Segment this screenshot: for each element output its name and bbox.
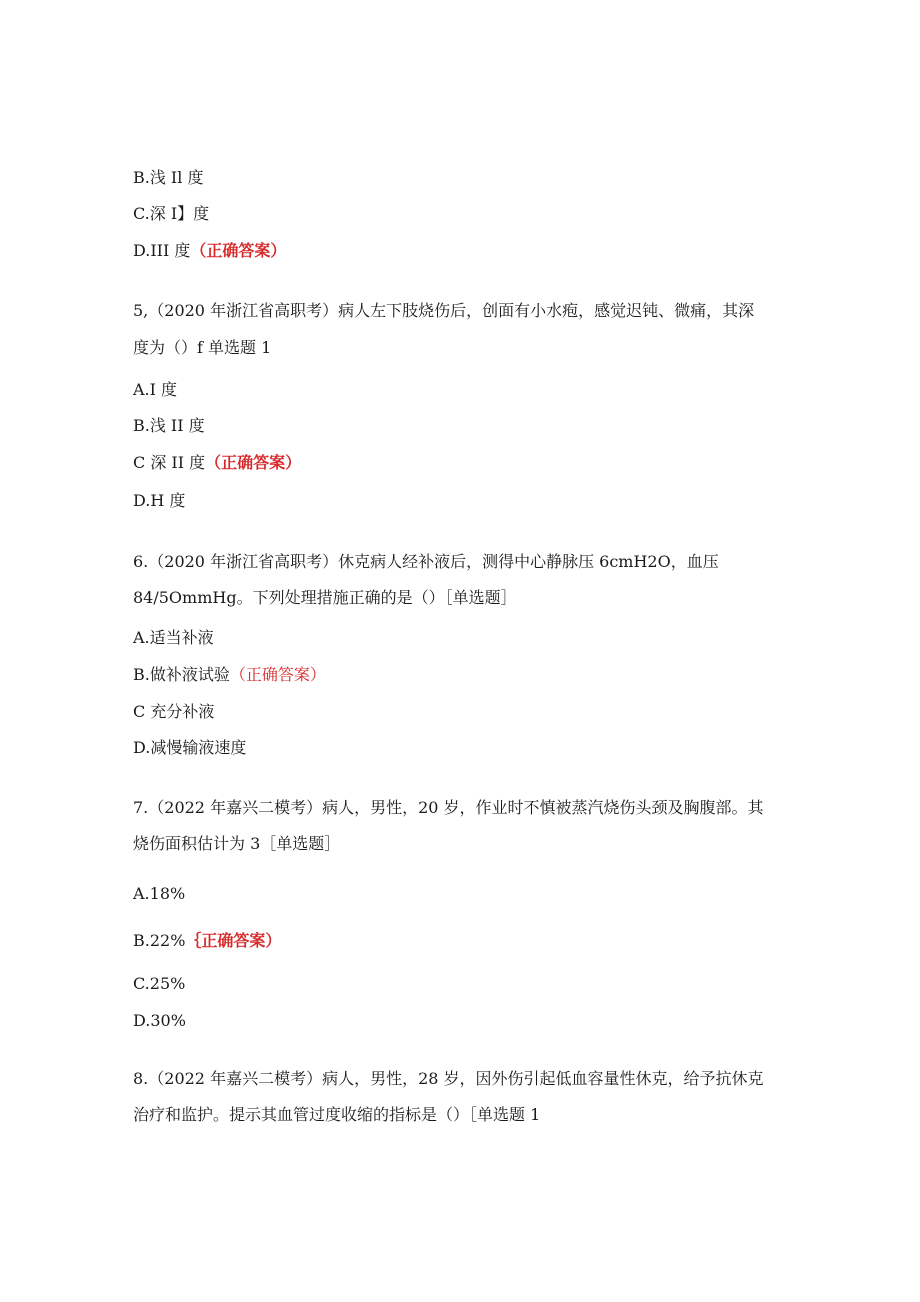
q5-stem-line2: 度为（）f 单选题 1 [133, 338, 272, 357]
q5-option-a: A.I 度 [133, 380, 178, 399]
correct-answer-mark: （正确答案） [205, 453, 302, 472]
q6-stem-line1: 6.（2020 年浙江省高职考）休克病人经补液后，测得中心静脉压 6cmH2O，血压 [133, 552, 719, 571]
q4-option-c: C.深 I】度 [133, 204, 210, 223]
q6-option-a: A.适当补液 [133, 628, 214, 647]
q5-option-c [133, 452, 301, 474]
q7-stem-line2: 烧伤面积估计为 3［单选题］ [133, 834, 341, 853]
q5-option-b: B.浅 II 度 [133, 416, 205, 435]
correct-answer-mark: ｛正确答案） [185, 931, 282, 950]
q7-option-b-text: B.22% [133, 931, 186, 950]
q5-option-d: D.H 度 [133, 491, 186, 510]
q7-option-d: D.30% [133, 1011, 186, 1030]
q5-option-c-text: C 深 II 度 [133, 453, 206, 472]
q5-stem-line1: 5,（2020 年浙江省高职考）病人左下肢烧伤后，创面有小水疱，感觉迟钝、微痛，其深 [133, 301, 755, 320]
q6-option-b-text: B.做补液试验 [133, 665, 230, 684]
correct-answer-mark: （正确答案） [190, 241, 287, 260]
q6-option-b [133, 664, 326, 686]
q8-stem-line1: 8.（2022 年嘉兴二模考）病人，男性，28 岁，因外伤引起低血容量性休克，给予抗休克 [133, 1069, 764, 1088]
correct-answer-mark: （正确答案） [229, 665, 326, 684]
q4-option-b: B.浅 Il 度 [133, 168, 204, 187]
q6-option-c: C 充分补液 [133, 702, 215, 721]
q7-stem-line1: 7.（2022 年嘉兴二模考）病人，男性，20 岁，作业时不慎被蒸汽烧伤头颈及胸腹部。其 [133, 798, 764, 817]
q7-option-b [133, 930, 281, 952]
q8-stem-line2: 治疗和监护。提示其血管过度收缩的指标是（）［单选题 1 [133, 1105, 541, 1124]
q6-option-d: D.减慢输液速度 [133, 738, 247, 757]
q6-stem-line2: 84/5OmmHg。下列处理措施正确的是（）［单选题］ [133, 588, 517, 607]
q7-option-a: A.18% [133, 884, 186, 903]
q4-option-d [133, 240, 286, 262]
q7-option-c: C.25% [133, 974, 186, 993]
q4-option-d-text: D.III 度 [133, 241, 191, 260]
